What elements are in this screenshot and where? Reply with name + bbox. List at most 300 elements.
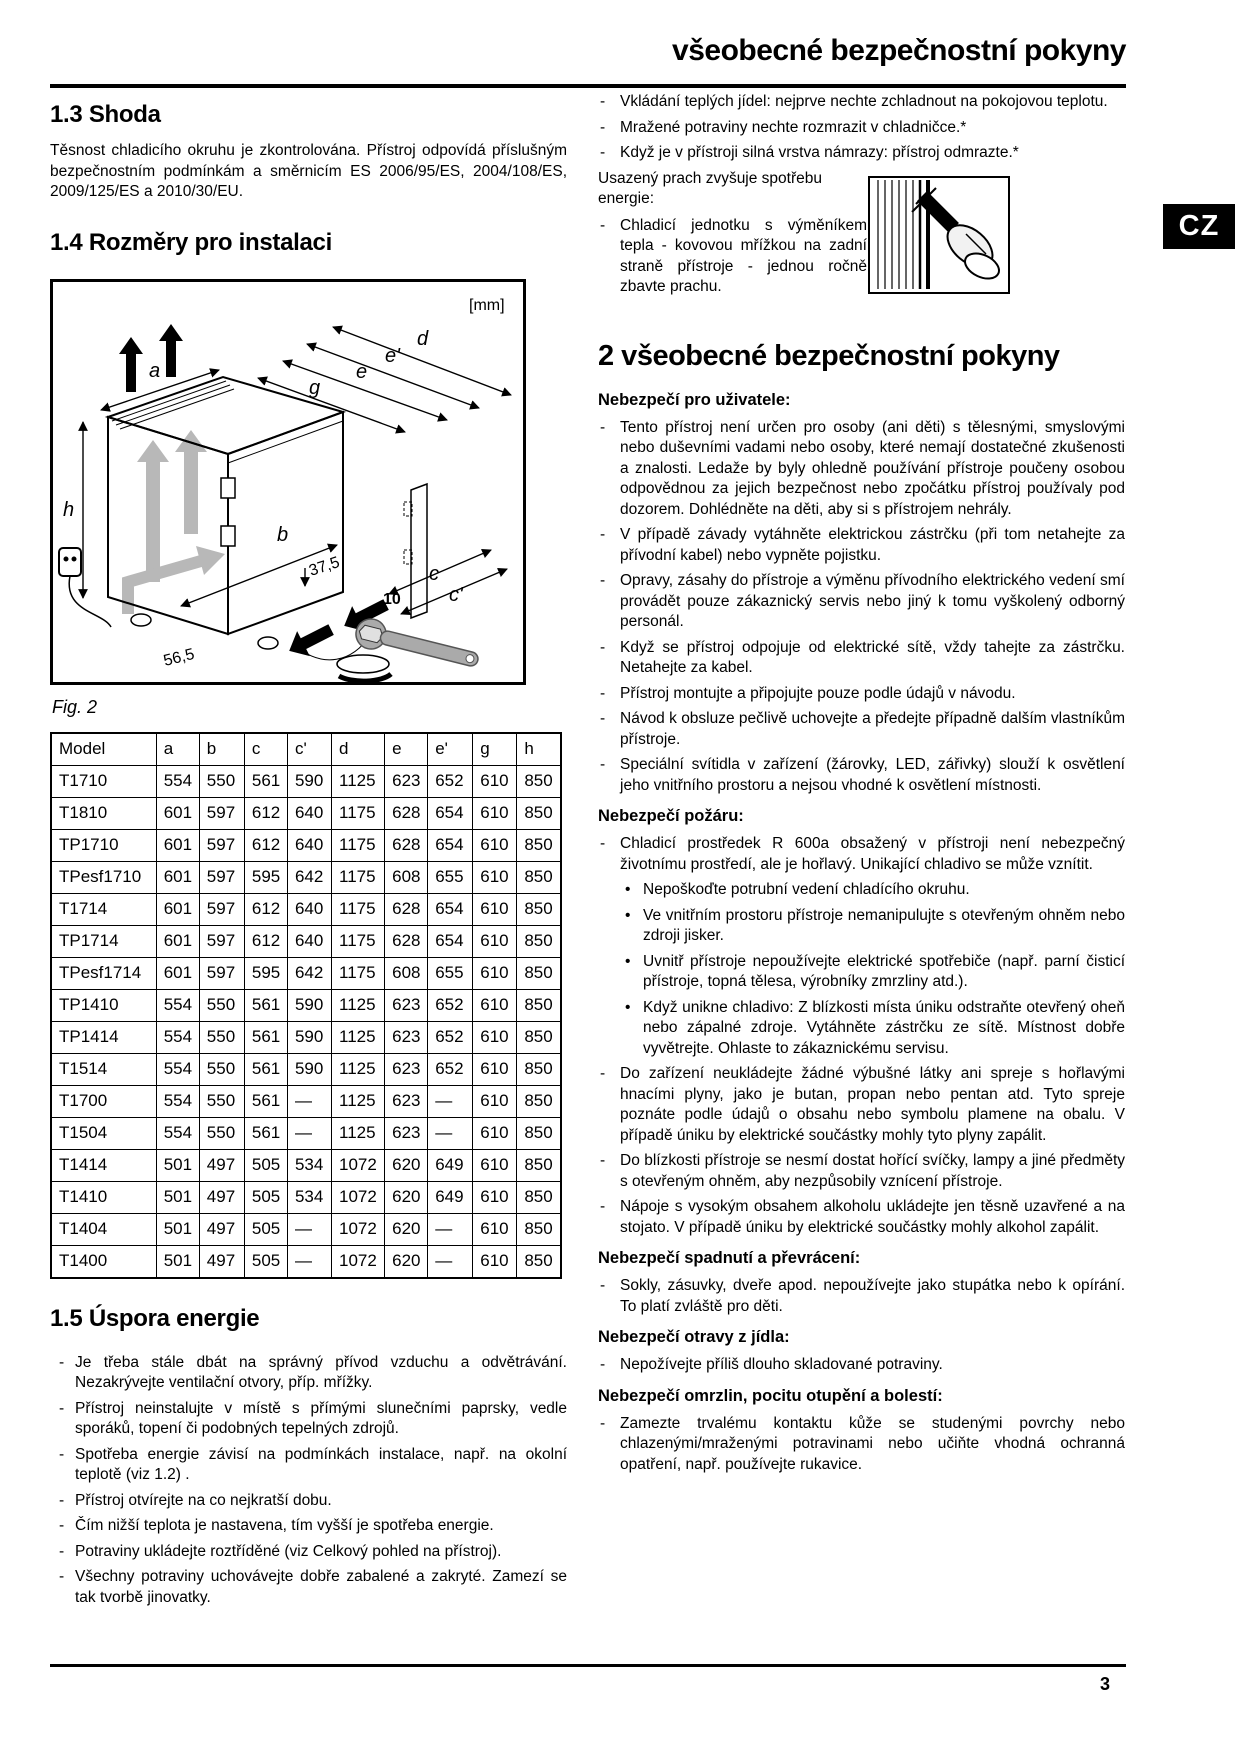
table-cell: 623 [385,1021,428,1053]
fridge-body-outline [108,377,343,649]
table-header-cell: e [385,733,428,766]
list-item-text: V případě závady vytáhněte elektrickou zástrčku (při tom netahejte za přívodní kabel) nebo vypněte pojistku. [620,526,1125,564]
figure-label-c: c [429,562,439,585]
table-row [51,1149,561,1181]
dash-marker: - [600,638,606,656]
list-item-text: Do zařízení neukládejte žádné výbušné látky ani spreje s hořlavými hnacími plyny, jako je butan, propan nebo pentan atd. Tyto spreje poznáte podle údajů o obsahu nebo symbolu plamene na obalu. V případě úniku by elektrické součástky mohly tyto plyny zapálit. [620,1065,1125,1144]
table-cell: 561 [244,1053,287,1085]
list-item-text: Přístroj otvírejte na co nejkratší dobu. [75,1491,332,1509]
table-cell: 608 [385,957,428,989]
list-item [50,1491,567,1512]
safety-list-item [598,709,1125,750]
list-item-text: Když je v přístroji silná vrstva námrazy: přístroj odmrazte.* [620,144,1019,161]
table-cell: 1072 [332,1245,385,1278]
table-cell: 610 [473,765,517,797]
table-cell: 652 [428,1053,473,1085]
table-cell: TP1410 [51,989,156,1021]
table-cell: 640 [287,797,331,829]
safety-list-item [598,1197,1125,1238]
bullet-marker: • [625,998,631,1016]
table-cell: T1710 [51,765,156,797]
table-cell: 601 [156,925,199,957]
table-cell: 1175 [332,861,385,893]
table-cell: 505 [244,1213,287,1245]
figure-label-g: g [309,376,321,399]
list-item-text: Přístroj neinstalujte v místě s přímými slunečními paprsky, vedle sporáků, topení či podobných tepelných zdrojů. [75,1399,567,1437]
dash-marker: - [600,1414,606,1432]
table-cell: 850 [517,765,561,797]
table-cell: 497 [199,1245,244,1278]
table-row [51,989,561,1021]
table-cell: 623 [385,1117,428,1149]
table-cell: 610 [473,925,517,957]
table-cell: 501 [156,1245,199,1278]
section-1-3-title: 1.3 Shoda [50,101,161,128]
dust-cleaning-image [868,176,1010,294]
table-cell: 850 [517,829,561,861]
list-item-text: Nepoškoďte potrubní vedení chladícího okruhu. [643,881,970,898]
table-cell: 655 [428,957,473,989]
table-cell: 610 [473,957,517,989]
right-column [598,92,1125,1480]
table-cell: 601 [156,797,199,829]
table-cell: TP1710 [51,829,156,861]
table-cell: 612 [244,925,287,957]
table-cell: 505 [244,1181,287,1213]
table-row [51,1245,561,1278]
table-header-cell: Model [51,733,156,766]
table-cell: 1072 [332,1149,385,1181]
brush-cleaning-grid-icon [870,178,1007,291]
list-item-text: Všechny potraviny uchovávejte dobře zabalené a zakryté. Zamezí se tak tvorbě jinovatky. [75,1568,567,1606]
table-cell: 561 [244,989,287,1021]
table-cell: 550 [199,1085,244,1117]
safety-subheading: Nebezpečí pro uživatele: [598,390,791,409]
table-cell: 654 [428,925,473,957]
table-header-cell: a [156,733,199,766]
table-cell: 610 [473,1085,517,1117]
table-cell: 654 [428,829,473,861]
table-cell: 554 [156,1085,199,1117]
table-cell: 590 [287,1053,331,1085]
table-cell: T1700 [51,1085,156,1117]
table-row [51,957,561,989]
safety-blocks [598,92,1125,1475]
dash-marker: - [600,684,606,702]
table-cell: 561 [244,1085,287,1117]
dash-marker: - [600,526,606,543]
table-cell: 597 [199,861,244,893]
table-cell: 1175 [332,925,385,957]
table-cell: 550 [199,1021,244,1053]
table-cell: — [287,1085,331,1117]
table-cell: 1125 [332,989,385,1021]
table-cell: 612 [244,893,287,925]
dash-marker: - [600,1277,606,1294]
table-cell: 505 [244,1245,287,1278]
table-cell: TP1714 [51,925,156,957]
table-cell: 612 [244,797,287,829]
list-item [50,1516,567,1537]
dash-marker: - [600,118,606,136]
table-cell: 640 [287,829,331,861]
table-header-cell: c' [287,733,331,766]
safety-subheading: Nebezpečí spadnutí a převrácení: [598,1249,861,1267]
list-item-text: Tento přístroj není určen pro osoby (ani děti) s tělesnými, smyslovými nebo duševními vadami nebo osoby, které nemají dostatečné zkušenosti a znalosti. Ledaže by byly ohledně používání přístroje poučeny osobou odpovědnou za jejich bezpečnost nebo zpočátku přístroj používaly pod dozorem. Dohlédněte na děti, aby si s přístrojem nehrály. [620,418,1125,518]
installation-dimensions-figure [50,279,526,685]
dash-marker: - [600,1356,606,1373]
table-cell: 610 [473,893,517,925]
table-cell: 595 [244,861,287,893]
table-cell: 610 [473,989,517,1021]
table-cell: 597 [199,893,244,925]
safety-list-item [598,216,867,298]
table-cell: — [287,1245,331,1278]
table-cell: 590 [287,989,331,1021]
table-cell: 561 [244,765,287,797]
section-1-3-body: Těsnost chladicího okruhu je zkontrolována. Přístroj odpovídá příslušným bezpečnostním podmínkám a směrnicím ES 2006/95/ES, 2004/108/ES, 2009/125/ES a 2010/30/EU. [50,142,567,200]
table-cell: 534 [287,1149,331,1181]
dash-marker: - [59,1445,65,1463]
safety-list-item [598,638,1125,679]
table-cell: 601 [156,829,199,861]
table-cell: 597 [199,829,244,861]
figure-label-h: h [63,498,75,521]
list-item-text: Potraviny ukládejte roztříděné (viz Celkový pohled na přístroj). [75,1542,502,1560]
figure-caption: Fig. 2 [52,696,98,717]
header-rule [50,84,1126,88]
table-cell: 628 [385,829,428,861]
table-cell: 654 [428,797,473,829]
table-cell: 608 [385,861,428,893]
table-header-cell: c [244,733,287,766]
bullet-marker: • [625,952,631,970]
list-item-text: Ve vnitřním prostoru přístroje nemanipulujte s otevřeným ohněm nebo zdroji jisker. [643,906,1125,944]
table-cell: 623 [385,1053,428,1085]
table-cell: 554 [156,1117,199,1149]
list-item-text: Přístroj montujte a připojujte pouze podle údajů v návodu. [620,684,1016,702]
table-cell: 620 [385,1181,428,1213]
safety-list-item [598,952,1125,993]
table-cell: 610 [473,1181,517,1213]
paragraph: Usazený prach zvyšuje spotřebu energie: [598,169,823,207]
page-header-title: všeobecné bezpečnostní pokyny [672,34,1126,67]
table-row [51,1213,561,1245]
footer-rule [50,1664,1126,1667]
table-cell: 601 [156,957,199,989]
dash-marker: - [600,1065,606,1082]
safety-subheading: Nebezpečí omrzlin, pocitu otupění a bolestí: [598,1386,943,1405]
list-item-text: Do blízkosti přístroje se nesmí dostat hořící svíčky, lampy a jiné předměty s otevřeným ohněm, aby nezpůsobily vznícení přístroje. [620,1152,1125,1190]
table-cell: 640 [287,893,331,925]
safety-list-item [598,118,1125,139]
table-cell: 1072 [332,1213,385,1245]
list-item [50,1399,567,1440]
table-cell: 597 [199,957,244,989]
table-cell: 610 [473,1021,517,1053]
table-cell: 628 [385,797,428,829]
figure-label-b: b [277,523,289,546]
table-cell: 597 [199,797,244,829]
table-cell: T1810 [51,797,156,829]
table-cell: 1125 [332,1085,385,1117]
list-item [50,1542,567,1563]
dash-marker: - [59,1542,65,1560]
table-cell: 550 [199,1053,244,1085]
table-cell: 640 [287,925,331,957]
table-cell: 850 [517,893,561,925]
table-row [51,1053,561,1085]
figure-label-c-prime: c' [449,583,463,606]
energy-tips-list [50,1353,567,1609]
dash-marker: - [600,756,606,773]
table-cell: 590 [287,765,331,797]
table-cell: 850 [517,957,561,989]
table-cell: 554 [156,1021,199,1053]
table-cell: 505 [244,1149,287,1181]
table-cell: 534 [287,1181,331,1213]
list-item-text: Když se přístroj odpojuje od elektrické sítě, vždy tahejte za zástrčku. Netahejte za kabel. [620,638,1125,676]
list-item-text: Je třeba stále dbát na správný přívod vzduchu a odvětrávání. Nezakrývejte ventilační otvory, příp. mřížky. [75,1353,567,1391]
list-item-text: Nápoje s vysokým obsahem alkoholu ukládejte jen těsně uzavřené a na stojato. V případě úniku by elektrické součástky mohly alkohol zapálit. [620,1198,1125,1236]
table-header-cell: e' [428,733,473,766]
table-cell: 628 [385,893,428,925]
table-cell: T1714 [51,893,156,925]
table-cell: 610 [473,1245,517,1278]
table-cell: 850 [517,1053,561,1085]
table-cell: 623 [385,989,428,1021]
table-cell: 590 [287,1021,331,1053]
table-cell: 561 [244,1117,287,1149]
table-cell: 850 [517,989,561,1021]
table-cell: 850 [517,1245,561,1278]
figure-unit-label: [mm] [469,296,505,314]
table-cell: 554 [156,989,199,1021]
safety-list-item [598,834,1125,875]
table-cell: 561 [244,1021,287,1053]
bullet-marker: • [625,881,631,898]
list-item [50,1353,567,1394]
safety-list-item [598,1355,1125,1376]
table-cell: 1175 [332,893,385,925]
table-cell: 850 [517,1181,561,1213]
table-cell: 1072 [332,1181,385,1213]
table-cell: 610 [473,1117,517,1149]
list-item-text: Čím nižší teplota je nastavena, tím vyšší je spotřeba energie. [75,1517,494,1534]
table-cell: 652 [428,1021,473,1053]
table-cell: 642 [287,861,331,893]
safety-list-item [598,880,1125,901]
safety-list-item [598,525,1125,566]
table-cell: 610 [473,861,517,893]
safety-list-item [598,143,1125,164]
table-row [51,1085,561,1117]
table-cell: T1414 [51,1149,156,1181]
table-cell: 649 [428,1181,473,1213]
dash-marker: - [59,1568,65,1585]
table-cell: 649 [428,1149,473,1181]
table-cell: — [428,1213,473,1245]
table-cell: 850 [517,1213,561,1245]
section-2-title: 2 všeobecné bezpečnostní pokyny [598,339,1060,372]
table-row [51,1021,561,1053]
table-cell: 554 [156,765,199,797]
figure-dim-56-5: 56,5 [161,645,197,670]
table-cell: T1404 [51,1213,156,1245]
table-cell: TP1414 [51,1021,156,1053]
table-cell: 1175 [332,957,385,989]
table-cell: T1514 [51,1053,156,1085]
list-item-text: Mražené potraviny nechte rozmrazit v chladničce.* [620,118,967,136]
detached-door-outline [404,484,427,618]
safety-list-item [598,755,1125,796]
table-cell: 623 [385,765,428,797]
table-cell: 1125 [332,1117,385,1149]
safety-list-item [598,1151,1125,1192]
table-header-cell: d [332,733,385,766]
language-badge: CZ [1163,204,1235,249]
table-row [51,1181,561,1213]
figure-label-d: d [417,327,429,350]
table-cell: 1125 [332,1053,385,1085]
list-item-text: Zamezte trvalému kontaktu kůže se studenými povrchy nebo chlazenými/mraženými potravinami nebo učiňte vhodná ochranná opatření, např. používejte rukavice. [620,1414,1125,1473]
dash-marker: - [59,1517,65,1534]
safety-list-item [598,571,1125,633]
dash-marker: - [600,216,606,234]
safety-list-item [598,1414,1125,1476]
table-header-cell: g [473,733,517,766]
table-cell: TPesf1710 [51,861,156,893]
safety-subheading: Nebezpečí otravy z jídla: [598,1328,790,1346]
table-cell: — [287,1117,331,1149]
list-item-text: Uvnitř přístroje nepoužívejte elektrické spotřebiče (např. parní čisticí přístroje, topná tělesa, výrobníky zmrzliny atd.). [643,952,1125,990]
safety-list-item [598,1276,1125,1317]
table-cell: 550 [199,1117,244,1149]
table-cell: 620 [385,1245,428,1278]
figure-label-e-prime: e' [385,344,400,367]
list-item-text: Když unikne chladivo: Z blízkosti místa úniku odstraňte otevřený oheň nebo zápalné zdroje. Vytáhněte zástrčku ze sítě. Místnost dobře vyvětrejte. Ohlaste to zákaznickému servisu. [643,998,1125,1057]
figure-dim-10: 10 [383,590,401,608]
table-cell: 610 [473,829,517,861]
table-header-cell: b [199,733,244,766]
table-cell: 595 [244,957,287,989]
list-item [50,1445,567,1486]
table-cell: 1125 [332,765,385,797]
table-cell: 1125 [332,1021,385,1053]
table-cell: 597 [199,925,244,957]
dash-marker: - [59,1353,65,1371]
list-item-text: Nepožívejte příliš dlouho skladované potraviny. [620,1356,943,1373]
table-cell: 610 [473,1053,517,1085]
safety-list-item [598,92,1125,113]
list-item-text: Chladicí prostředek R 600a obsažený v přístroji není nebezpečný životnímu prostředí, ale je hořlavý. Unikající chladivo se může vznítit. [620,835,1125,873]
table-cell: 623 [385,1085,428,1117]
list-item-text: Opravy, zásahy do přístroje a výměnu přívodního elektrického vedení smí provádět pouze zákaznický servis nebo jiný k tomu vyškolený odborný personál. [620,572,1125,630]
table-cell: — [287,1213,331,1245]
list-item-text: Chladicí jednotku s výměníkem tepla - kovovou mřížkou na zadní straně přístroje - jednou ročně zbavte prachu. [620,216,867,295]
wrench-icon [293,615,481,680]
table-cell: 850 [517,797,561,829]
table-cell: 501 [156,1149,199,1181]
dash-marker: - [59,1491,65,1509]
airflow-arrows-icon [128,430,225,614]
table-cell: 620 [385,1149,428,1181]
figure-label-e: e [356,360,368,383]
dimensions-table [50,732,562,1279]
table-cell: 601 [156,893,199,925]
table-header-row [51,733,561,766]
table-row [51,829,561,861]
table-cell: 654 [428,893,473,925]
safety-list-item [598,906,1125,947]
left-column [50,95,567,1613]
table-cell: 620 [385,1213,428,1245]
table-row [51,893,561,925]
safety-list-item [598,998,1125,1060]
figure-label-a: a [149,359,161,382]
dash-marker: - [600,1198,606,1215]
safety-list-item [598,418,1125,521]
appliance-isometric-drawing-icon [53,282,523,682]
dash-marker: - [600,144,606,161]
section-1-5-title: 1.5 Úspora energie [50,1304,260,1332]
power-plug-icon [59,548,111,627]
list-item-text: Návod k obsluze pečlivě uchovejte a předejte případně dalším vlastníkům přístroje. [620,710,1125,748]
table-cell: 1175 [332,797,385,829]
table-cell: 610 [473,797,517,829]
table-cell: 501 [156,1181,199,1213]
safety-list-item [598,684,1125,705]
dash-marker: - [600,710,606,727]
table-row [51,797,561,829]
table-cell: 497 [199,1149,244,1181]
list-item [50,1567,567,1608]
table-cell: 850 [517,1117,561,1149]
table-cell: 554 [156,1053,199,1085]
dash-marker: - [600,572,606,589]
table-cell: 628 [385,925,428,957]
table-cell: 501 [156,1213,199,1245]
table-row [51,765,561,797]
table-cell: 850 [517,1149,561,1181]
table-cell: T1410 [51,1181,156,1213]
dash-marker: - [600,93,606,110]
table-cell: — [428,1245,473,1278]
table-cell: T1504 [51,1117,156,1149]
table-cell: 550 [199,765,244,797]
table-row [51,925,561,957]
table-cell: 601 [156,861,199,893]
table-cell: 497 [199,1181,244,1213]
table-cell: 850 [517,861,561,893]
table-row [51,1117,561,1149]
dash-marker: - [600,1152,606,1169]
table-cell: T1400 [51,1245,156,1278]
table-cell: TPesf1714 [51,957,156,989]
figure-dim-37-5: 37,5 [306,553,342,580]
table-cell: 610 [473,1213,517,1245]
table-cell: 642 [287,957,331,989]
table-cell: 850 [517,925,561,957]
list-item-text: Spotřeba energie závisí na podmínkách instalace, např. na okolní teplotě (viz 1.2) . [75,1445,567,1483]
table-cell: 612 [244,829,287,861]
table-cell: 850 [517,1085,561,1117]
table-cell: — [428,1117,473,1149]
section-1-4-title: 1.4 Rozměry pro instalaci [50,228,332,256]
bullet-marker: • [625,906,631,924]
list-item-text: Vkládání teplých jídel: nejprve nechte zchladnout na pokojovou teplotu. [620,93,1108,110]
table-cell: 550 [199,989,244,1021]
